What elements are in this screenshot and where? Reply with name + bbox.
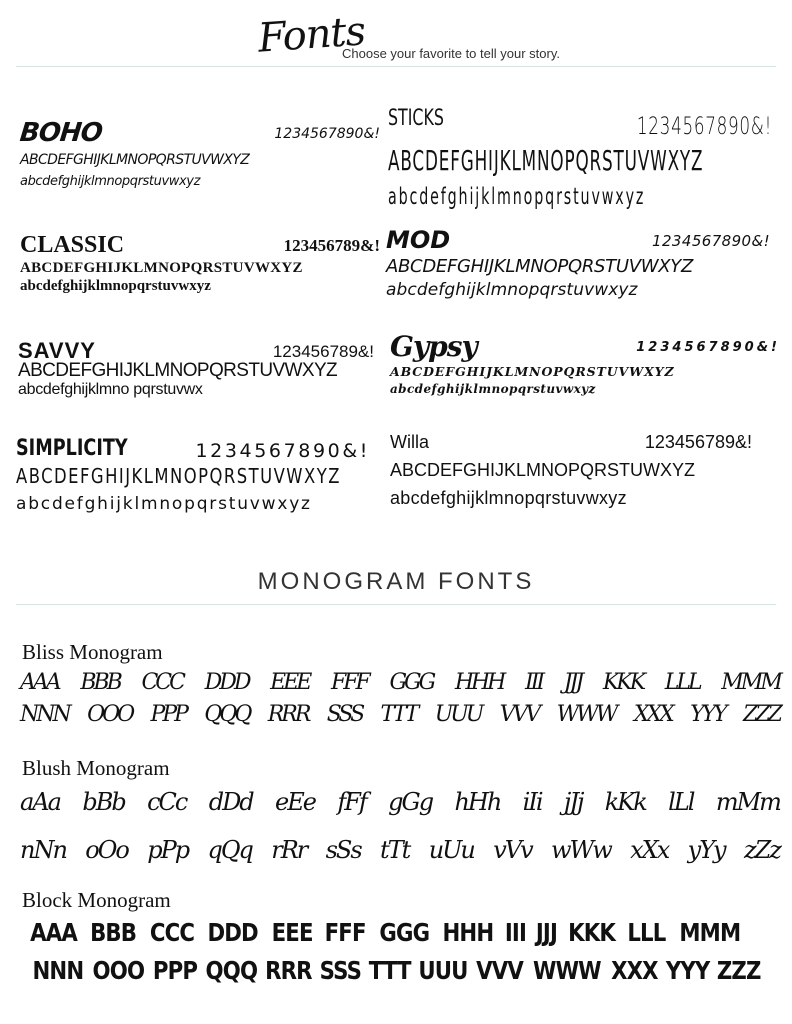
monogram-glyph: FFF (331, 670, 368, 695)
font-numbers: 123456789&! (272, 342, 374, 361)
monogram-glyph: iIi (522, 788, 542, 816)
monogram-glyph: ZZZ (716, 956, 761, 985)
monogram-glyph: fFf (337, 788, 366, 816)
monogram-glyph: mMm (715, 788, 780, 816)
font-lowercase: abcdefghijklmnopqrstuvwxyz (16, 494, 312, 514)
monogram-glyph: cCc (147, 788, 187, 816)
monogram-glyph: SSS (319, 956, 362, 985)
monogram-glyph: HHH (454, 670, 504, 695)
font-uppercase: ABCDEFGHIJKLMNOPQRSTUWXYZ (390, 460, 696, 480)
monogram-glyph: KKK (567, 918, 615, 947)
monogram-glyph: YYY (665, 956, 710, 985)
monogram-glyph: UUU (434, 702, 482, 727)
monogram-glyph: oOo (85, 836, 128, 864)
monogram-glyph: III (525, 670, 543, 695)
font-card-willa (390, 432, 752, 532)
block-row-1 (26, 918, 746, 947)
monogram-glyph: BBB (80, 670, 120, 695)
monogram-glyph: rRr (271, 836, 307, 864)
monogram-glyph: AAA (20, 670, 59, 695)
monogram-glyph: LLL (627, 918, 666, 947)
monogram-glyph: CCC (149, 918, 194, 947)
page-tagline: Choose your favorite to tell your story. (342, 46, 560, 61)
font-card-mod (386, 226, 770, 326)
monogram-glyph: tTt (380, 836, 410, 864)
monogram-glyph: AAA (30, 918, 77, 947)
font-uppercase: ABCDEFGHIJKLMNOPQRSTUVWXYZ (20, 260, 303, 276)
font-uppercase: ABCDEFGHIJKLMNOPQRSTUVWXYZ (390, 364, 675, 379)
monogram-glyph: UUU (418, 956, 468, 985)
monogram-glyph: jJj (563, 788, 583, 816)
monogram-glyph: bBb (82, 788, 125, 816)
font-uppercase: ABCDEFGHIJKLMNOPQRSTUVWXYZ (18, 360, 338, 381)
monogram-glyph: VVV (499, 702, 539, 727)
monogram-glyph: JJJ (563, 670, 582, 695)
font-name: BOHO (18, 118, 104, 148)
monogram-glyph: XXX (633, 702, 672, 727)
monogram-glyph: VVV (476, 956, 523, 985)
monogram-glyph: eEe (275, 788, 315, 816)
font-lowercase: abcdefghijklmnopqrstuvwxyz (386, 280, 638, 300)
monogram-glyph: HHH (442, 918, 494, 947)
monogram-glyph: ZZZ (743, 702, 780, 727)
monogram-glyph: hHh (454, 788, 501, 816)
font-card-boho (20, 118, 380, 218)
monogram-glyph: gGg (388, 788, 433, 816)
monogram-glyph: xXx (630, 836, 669, 864)
bliss-title: Bliss Monogram (22, 640, 163, 664)
monogram-glyph: QQQ (204, 702, 250, 727)
font-name: Gypsy (390, 330, 477, 363)
font-name: Willa (390, 432, 429, 452)
monogram-glyph: GGG (389, 670, 434, 695)
monogram-glyph: TTT (380, 702, 417, 727)
font-lowercase: abcdefghijklmno pqrstuvwx (18, 381, 203, 398)
font-lowercase: abcdefghijklmnopqrstuvwxyz (20, 174, 200, 189)
monogram-divider (16, 604, 776, 605)
monogram-glyph: kKk (604, 788, 646, 816)
font-lowercase: abcdefghijklmnopqrstuvwxyz (20, 278, 211, 294)
monogram-glyph: OOO (87, 702, 133, 727)
monogram-glyph: WWW (556, 702, 616, 727)
bliss-row-2 (20, 702, 780, 727)
font-card-simplicity (16, 436, 370, 536)
monogram-glyph: NNN (32, 956, 84, 985)
monogram-glyph: TTT (368, 956, 411, 985)
monogram-glyph: wWw (551, 836, 611, 864)
font-uppercase: ABCDEFGHIJKLMNOPQRSTUVWXYZ (386, 256, 694, 277)
font-card-gypsy (390, 330, 780, 430)
monogram-glyph: FFF (324, 918, 366, 947)
monogram-glyph: pPp (147, 836, 189, 864)
monogram-glyph: DDD (207, 918, 258, 947)
monogram-glyph: OOO (92, 956, 144, 985)
monogram-glyph: NNN (20, 702, 69, 727)
monogram-glyph: sSs (325, 836, 361, 864)
monogram-glyph: RRR (265, 956, 312, 985)
font-lowercase: abcdefghijklmnopqrstuvwxyz (390, 382, 596, 396)
monogram-glyph: GGG (378, 918, 429, 947)
font-name: SAVVY (18, 338, 96, 363)
block-title: Block Monogram (22, 888, 171, 912)
page-title: Fonts (256, 8, 367, 62)
monogram-glyph: RRR (267, 702, 309, 727)
monogram-glyph: DDD (204, 670, 249, 695)
monogram-glyph: MMM (679, 918, 741, 947)
monogram-glyph: WWW (533, 956, 601, 985)
bliss-row-1 (20, 670, 780, 695)
font-numbers: 1234567890&! (636, 340, 780, 355)
font-name: CLASSIC (20, 232, 125, 258)
font-name: SIMPLICITY (16, 436, 128, 461)
monogram-glyph: PPP (152, 956, 197, 985)
font-uppercase: ABCDEFGHIJKLMNOPQRSTUVWXYZ (388, 144, 704, 177)
monogram-glyph: YYY (690, 702, 725, 727)
monogram-glyph: nNn (20, 836, 66, 864)
monogram-glyph: XXX (610, 956, 658, 985)
blush-title: Blush Monogram (22, 756, 170, 780)
font-card-savvy (18, 338, 374, 438)
font-numbers: 1234567890&! (652, 232, 770, 250)
font-name: MOD (386, 226, 451, 254)
monogram-glyph: LLL (664, 670, 700, 695)
font-name: STICKS (388, 106, 444, 131)
monogram-glyph: QQQ (205, 956, 257, 985)
monogram-glyph: PPP (150, 702, 186, 727)
font-uppercase: ABCDEFGHIJKLMNOPQRSTUVWXYZ (16, 464, 341, 488)
monogram-glyph: III (505, 918, 527, 947)
blush-row-1 (20, 788, 780, 816)
monogram-heading: MONOGRAM FONTS (257, 568, 535, 595)
monogram-glyph: uUu (428, 836, 474, 864)
monogram-glyph: JJJ (535, 918, 557, 947)
monogram-glyph: BBB (90, 918, 137, 947)
monogram-glyph: EEE (270, 670, 310, 695)
font-lowercase: abcdefghijklmnopqrstuvwxyz (388, 184, 646, 210)
monogram-glyph: CCC (141, 670, 183, 695)
font-lowercase: abcdefghijklmnopqrstuvwxyz (390, 488, 627, 508)
monogram-glyph: yYy (687, 836, 725, 864)
monogram-glyph: aAa (20, 788, 60, 816)
monogram-glyph: dDd (208, 788, 253, 816)
monogram-glyph: vVv (493, 836, 532, 864)
header-divider (16, 66, 776, 67)
monogram-glyph: zZz (743, 836, 780, 864)
monogram-glyph: KKK (602, 670, 644, 695)
monogram-glyph: SSS (326, 702, 363, 727)
font-uppercase: ABCDEFGHIJKLMNOPQRSTUVWXYZ (20, 152, 250, 168)
monogram-glyph: EEE (271, 918, 313, 947)
block-row-2 (28, 956, 761, 985)
font-numbers: 1234567890&! (636, 112, 772, 140)
monogram-glyph: MMM (721, 670, 780, 695)
font-numbers: 123456789&! (283, 236, 380, 255)
font-numbers: 1234567890&! (195, 440, 370, 462)
font-card-sticks (388, 106, 772, 210)
blush-row-2 (20, 836, 780, 864)
font-card-classic (20, 232, 380, 332)
font-numbers: 1234567890&! (274, 126, 380, 142)
monogram-glyph: lLl (668, 788, 694, 816)
monogram-glyph: qQq (207, 836, 252, 864)
font-numbers: 123456789&! (644, 432, 752, 452)
